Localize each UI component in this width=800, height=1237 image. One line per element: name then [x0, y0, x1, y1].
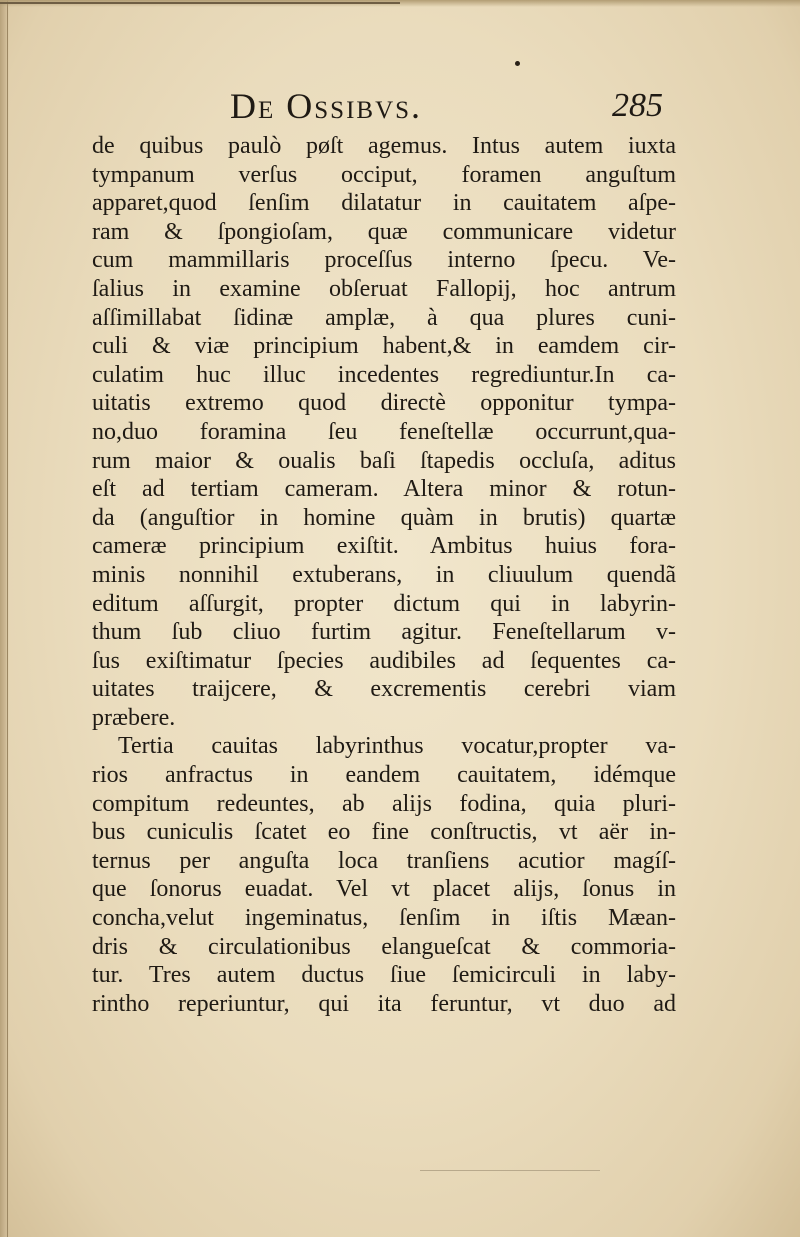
text-line: ſalius in examine obſeruat Fallopij, hoc antrum	[92, 275, 676, 302]
text-line: de quibus paulò pøſt agemus. Intus autem iuxta	[92, 133, 676, 159]
text-line: editum aſſurgit, propter dictum qui in labyrin-	[92, 590, 676, 617]
text-line: tur. Tres autem ductus ſiue ſemicirculi in laby-	[92, 962, 676, 989]
page-header	[0, 84, 800, 128]
bottom-faint-rule	[420, 1170, 600, 1171]
text-line: apparet,quod ſenſim dilatatur in cauitatem aſpe-	[92, 190, 676, 217]
text-line: concha,velut ingeminatus, ſenſim in iſtis Mæan-	[92, 905, 676, 932]
text-line: rintho reperiuntur, qui ita feruntur, vt duo ad	[92, 990, 676, 1017]
text-line: no,duo foramina ſeu feneſtellæ occurrunt,qua-	[92, 418, 676, 445]
text-line-paragraph-start: Tertia cauitas labyrinthus vocatur,propter va-	[118, 733, 676, 760]
text-line: aſſimillabat ſidinæ amplæ, à qua plures cuni-	[92, 304, 676, 331]
text-line: que ſonorus euadat. Vel vt placet alijs, ſonus in	[92, 876, 676, 903]
ink-dot	[515, 61, 520, 66]
text-line: cum mammillaris proceſſus interno ſpecu. Ve-	[92, 247, 676, 274]
text-line: ternus per anguſta loca tranſiens acutior magíſ-	[92, 847, 676, 874]
text-line: compitum redeuntes, ab alijs fodina, quia pluri-	[92, 790, 676, 817]
running-title: De Ossibvs.	[230, 86, 423, 126]
text-line: tympanum verſus occiput, foramen anguſtum	[92, 161, 676, 188]
text-line: ſus exiſtimatur ſpecies audibiles ad ſequentes ca-	[92, 647, 676, 674]
text-line: bus cuniculis ſcatet eo fine conſtructis, vt aër in-	[92, 819, 676, 846]
text-line: uitatis extremo quod directè opponitur tympa-	[92, 390, 676, 417]
text-line: da (anguſtior in homine quàm in brutis) quartæ	[92, 504, 676, 531]
text-line: ram & ſpongioſam, quæ communicare videtur	[92, 218, 676, 245]
text-line: dris & circulationibus elangueſcat & commoria-	[92, 933, 676, 960]
text-line: cameræ principium exiſtit. Ambitus huius fora-	[92, 533, 676, 560]
text-line: rios anfractus in eandem cauitatem, idémque	[92, 762, 676, 789]
page-gutter-line	[7, 0, 8, 1237]
text-line: præbere.	[92, 704, 176, 731]
page-number: 285	[612, 87, 663, 124]
body-text	[92, 132, 676, 1018]
text-line: thum ſub cliuo furtim agitur. Feneſtellarum v-	[92, 619, 676, 646]
text-line: culatim huc illuc incedentes regrediuntur.In ca-	[92, 361, 676, 388]
text-line: minis nonnihil extuberans, in cliuulum quendã	[92, 561, 676, 588]
text-line: culi & viæ principium habent,& in eamdem cir-	[92, 333, 676, 360]
page-top-rule	[0, 2, 400, 4]
text-line: uitates traijcere, & excrementis cerebri viam	[92, 676, 676, 703]
text-line: rum maior & oualis baſi ſtapedis occluſa, aditus	[92, 447, 676, 474]
text-line: eſt ad tertiam cameram. Altera minor & rotun-	[92, 476, 676, 503]
